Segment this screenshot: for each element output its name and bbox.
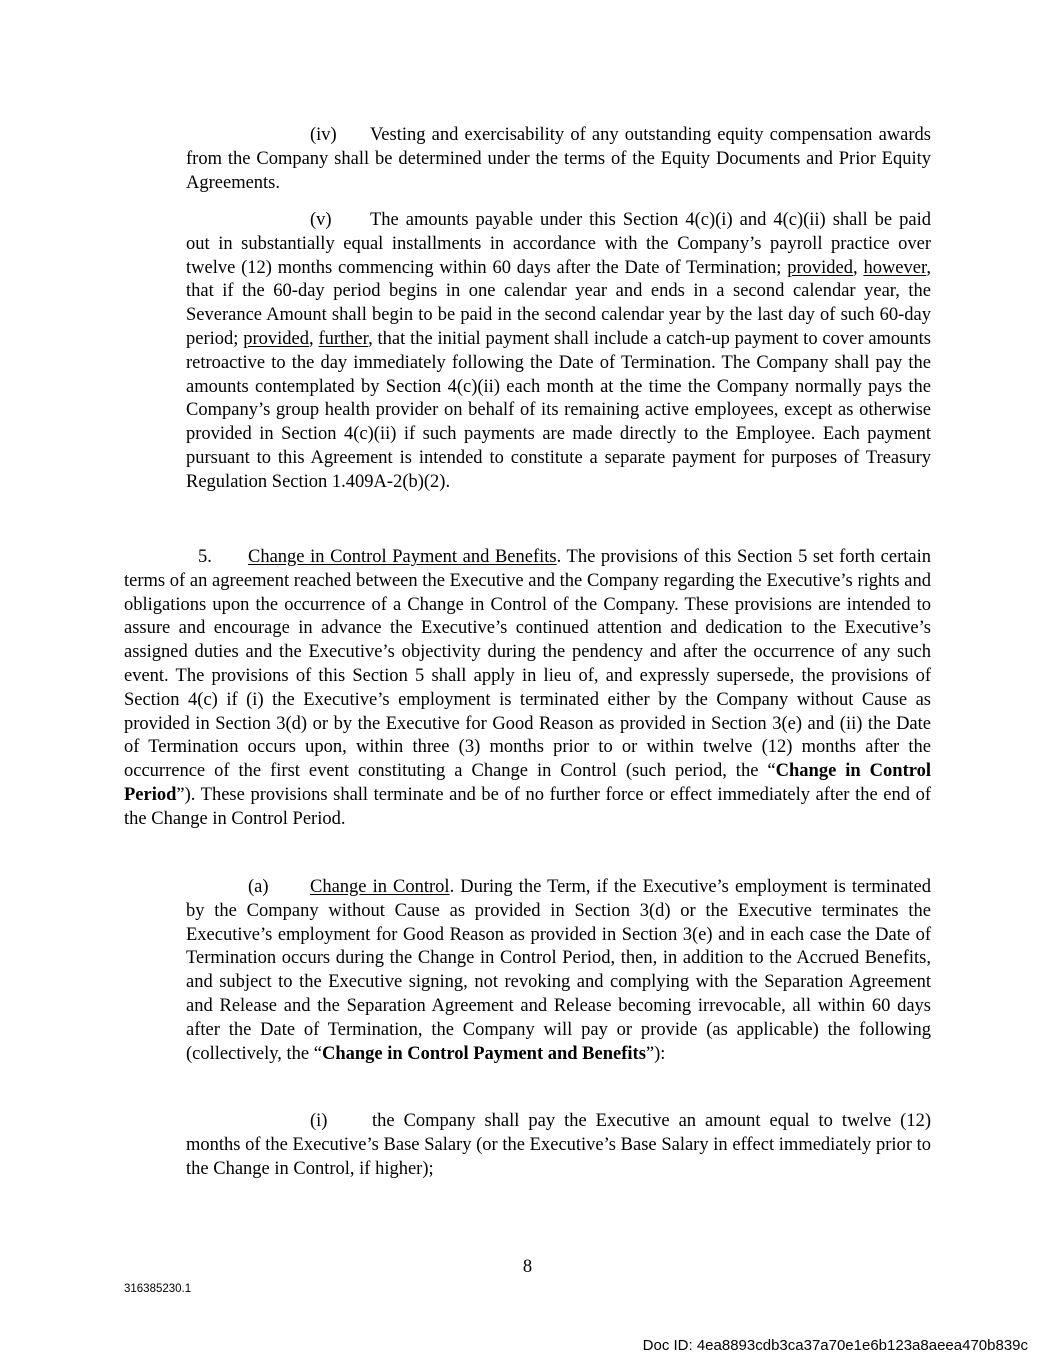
term-further: further — [318, 328, 369, 349]
term-provided: provided — [243, 328, 309, 349]
section-number: 5. — [198, 547, 212, 567]
section-text: Vesting and exercisability of any outstanding equity compensation awards from the Company shall be determined under the terms of the Equity Documents and Prior Equity Agreements. — [186, 125, 931, 193]
term-however: however — [863, 257, 927, 278]
section-4c-v — [186, 209, 931, 495]
section-text: ”). These provisions shall terminate and be of no further force or effect immediately after the end of the Change in Control Period. — [124, 784, 931, 829]
section-text: . During the Term, if the Executive’s employment is terminated by the Company without Cause as provided in Section 3(d) or the Executive terminates the Executive’s employment for Good Reason as provided in Section 3(e) and in each case the Date of Termination occurs during the Change in Control Period, then, in addition to the Accrued Benefits, and subject to the Executive signing, not revoking and complying with the Separation Agreement and Release and the Separation Agreement and Release becoming irrevocable, all within 60 days after the Date of Termination, the Company will pay or provide (as applicable) the following (collectively, the “ — [186, 877, 932, 1064]
section-text: , that the initial payment shall include a catch-up payment to cover amounts retroactive to the day immediately following the Date of Termination. The Company shall pay the amounts contemplated by Section 4(c)(ii) each month at the time the Company normally pays the Company’s group health provider on behalf of its remaining active employees, except as otherwise provided in Section 4(c)(ii) if such payments are made directly to the Employee. Each payment pursuant to this Agreement is intended to constitute a separate payment for purposes of Treasury Regulation Section 1.409A-2(b)(2). — [186, 328, 932, 492]
section-heading: Change in Control Payment and Benefits — [248, 547, 557, 567]
section-text: , that if the 60-day period begins in one calendar year and ends in a second calendar year, the Severance Amount shall begin to be paid in the second calendar year by the last day of such 60-day period; — [186, 257, 932, 349]
section-text: The amounts payable under this Section 4(c)(i) and 4(c)(ii) shall be paid out in substantially equal installments in accordance with the Company’s payroll practice over twelve (12) months commencing within 60 days after the Date of Termination; — [186, 210, 931, 278]
section-text: the Company shall pay the Executive an amount equal to twelve (12) months of the Executive’s Base Salary (or the Executive’s Base Salary in effect immediately prior to the Change in Control, if higher); — [186, 1111, 931, 1179]
term-provided: provided — [787, 257, 853, 278]
section-5a-i — [186, 1110, 931, 1181]
section-heading: Change in Control — [310, 877, 450, 897]
separator: , — [309, 328, 319, 349]
separator: , — [853, 257, 864, 278]
defined-term: Change in Control Period — [124, 761, 932, 805]
section-4c-iv — [186, 124, 931, 195]
section-label: (a) — [248, 877, 269, 897]
document-id: Doc ID: 4ea8893cdb3ca37a70e1e6b123a8aeea470b839c — [642, 1337, 1028, 1354]
document-reference: 316385230.1 — [124, 1283, 192, 1295]
defined-term: Change in Control Payment and Benefits — [321, 1043, 646, 1064]
section-label: (v) — [310, 210, 332, 230]
section-label: (i) — [310, 1111, 328, 1131]
section-text: ”): — [645, 1043, 666, 1064]
section-text: . The provisions of this Section 5 set forth certain terms of an agreement reached between the Executive and the Company regarding the Executive’s rights and obligations upon the occurrence of a Change in Control of the Company. These provisions are intended to assure and encourage in advance the Executive’s continued attention and dedication to the Executive’s assigned duties and the Executive’s objectivity during the pendency and after the occurrence of any such event. The provisions of this Section 5 shall apply in lieu of, and expressly supersede, the provisions of Section 4(c) if (i) the Executive’s employment is terminated either by the Company without Cause as provided in Section 3(d) or by the Executive for Good Reason as provided in Section 3(e) and (ii) the Date of Termination occurs upon, within three (3) months prior to or within twelve (12) months after the occurrence of the first event constituting a Change in Control (such period, the “ — [124, 547, 931, 782]
section-5a — [186, 876, 931, 1066]
section-label: (iv) — [310, 125, 337, 145]
section-5 — [124, 546, 931, 832]
page-number: 8 — [522, 1257, 533, 1277]
